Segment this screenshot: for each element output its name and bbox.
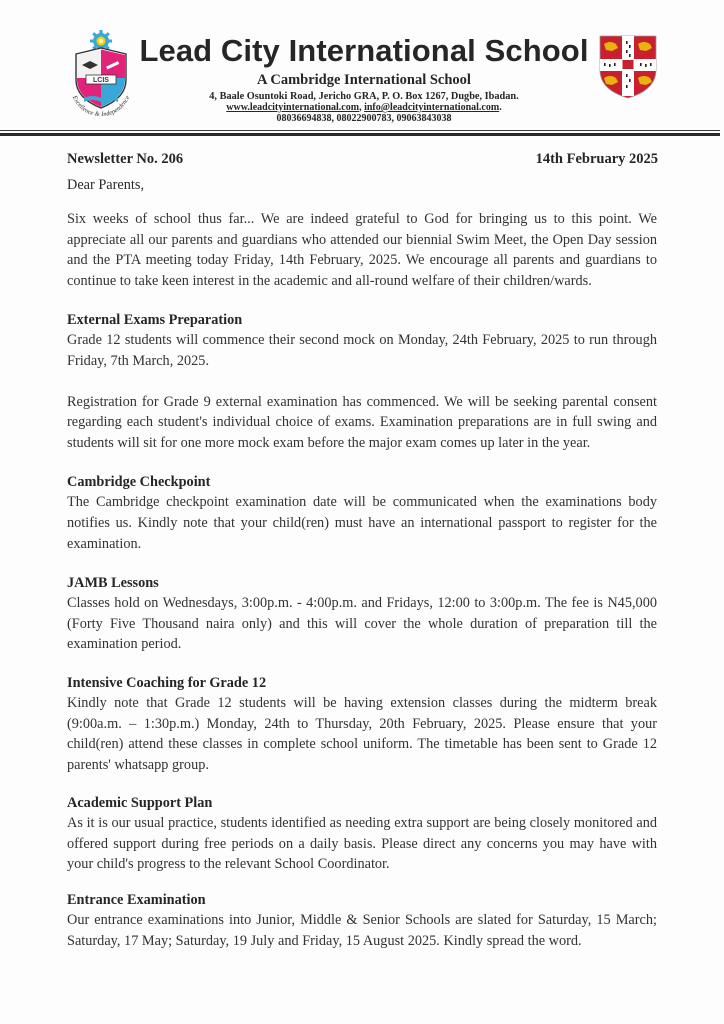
email-link[interactable]: info@leadcityinternational.com <box>364 102 500 113</box>
letter-body <box>67 175 657 951</box>
header-rule-thick <box>0 133 720 136</box>
letterhead <box>0 0 724 140</box>
phone-numbers: 08036694838, 08022900783, 09063843038 <box>276 113 452 124</box>
link-end: . <box>499 102 502 113</box>
website-link[interactable]: www.leadcityinternational.com <box>226 102 360 113</box>
section-paragraph: Classes hold on Wednesdays, 3:00p.m. - 4:00p.m. and Fridays, 12:00 to 3:00p.m. The fee is N45,000 (Forty Five Thousand naira only) and this will cover the whole duration of preparation till the examination period. <box>67 595 657 653</box>
svg-text:LCIS: LCIS <box>93 77 109 84</box>
section-paragraph: Our entrance examinations into Junior, Middle & Senior Schools are slated for Saturday, 15 March; Saturday, 17 May; Saturday, 19 July and Friday, 15 August 2025. Kindly spread the word. <box>67 912 657 949</box>
section-paragraph: Registration for Grade 9 external examination has commenced. We will be seeking parental consent regarding each student's individual choice of exams. Examination preparations are in full swing and students will sit for one more mock exam before the major exam comes up later in the year. <box>67 393 657 451</box>
cambridge-crest-icon <box>598 34 658 100</box>
intro-paragraph: Six weeks of school thus far... We are indeed grateful to God for bringing us to this point. We appreciate all our parents and guardians who attended our biennial Swim Meet, the Open Day session and the PTA meeting today Friday, 14th February, 2025. We encourage all parents and guardians to continue to take keen interest in the academic and all-round welfare of their children/wards. <box>67 211 657 289</box>
contact-links <box>136 102 592 113</box>
section-external-exams <box>67 311 657 453</box>
school-tagline: A Cambridge International School <box>257 72 471 88</box>
section-heading: JAMB Lessons <box>67 575 159 592</box>
link-separator: , <box>359 102 365 113</box>
section-academic-support <box>67 794 657 875</box>
section-entrance-exam <box>67 891 657 951</box>
section-heading: Academic Support Plan <box>67 795 213 812</box>
section-intensive-coaching <box>67 674 657 775</box>
newsletter-number: Newsletter No. 206 <box>67 151 184 167</box>
school-address: 4, Baale Osuntoki Road, Jericho GRA, P. O. Box 1267, Dugbe, Ibadan. <box>209 91 519 102</box>
section-paragraph: Grade 12 students will commence their second mock on Monday, 24th February, 2025 to run through Friday, 7th March, 2025. <box>67 332 657 369</box>
section-heading: Intensive Coaching for Grade 12 <box>67 674 267 691</box>
section-paragraph: Kindly note that Grade 12 students will be having extension classes during the midterm break (9:00a.m. – 1:30p.m.) Monday, 24th to Thursday, 20th February, 2025. Please ensure that your child(ren) attend these classes in complete school uniform. The timetable has been sent to Grade 12 parents' whatsapp group. <box>67 694 657 773</box>
school-name: Lead City International School <box>139 33 589 68</box>
section-cambridge-checkpoint <box>67 473 657 554</box>
header-rule-thin <box>0 130 720 131</box>
section-paragraph: The Cambridge checkpoint examination date will be communicated when the examinations body notifies us. Kindly note that your child(ren) must have an international passport to register for the examination. <box>67 494 657 552</box>
school-crest-icon <box>62 28 140 120</box>
svg-text:Excellence & Independence: Excellence & Independence <box>70 94 132 119</box>
section-paragraph: As it is our usual practice, students identified as needing extra support are being closely monitored and offered support during free periods on a daily basis. Please direct any concerns you may have with your child's progress to the relevant School Coordinator. <box>67 815 657 873</box>
section-heading: External Exams Preparation <box>67 312 243 329</box>
section-jamb-lessons <box>67 574 657 655</box>
salutation: Dear Parents, <box>67 177 145 193</box>
section-heading: Entrance Examination <box>67 892 206 909</box>
section-heading: Cambridge Checkpoint <box>67 474 211 491</box>
newsletter-date: 14th February 2025 <box>535 151 658 167</box>
